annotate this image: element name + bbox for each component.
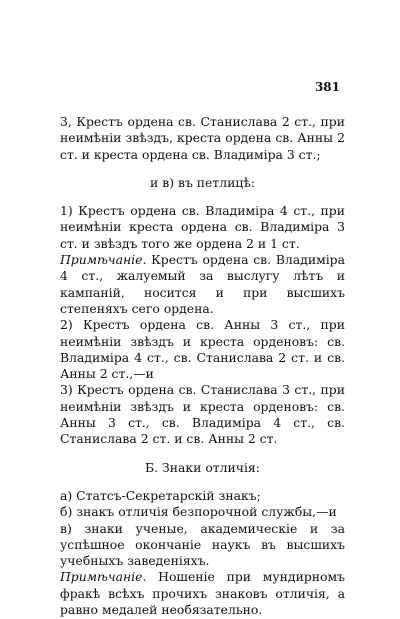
paragraph-3: 3, Крестъ ордена св. Станислава 2 ст., при неимѣніи звѣздъ, креста ордена св. Анны 2 ст. и креста ордена св. Владиміра 3 ст.; <box>60 114 345 162</box>
page-body <box>60 114 345 618</box>
note-1-label: Примѣчаніе. <box>60 252 147 268</box>
note-2-label: Примѣчаніе. <box>60 569 147 585</box>
note-1-text: Крестъ ордена св. Владиміра 4 ст., жалуемый за выслугу лѣтъ и кампаній, носится и при высшихъ степеняхъ сего ордена. <box>60 252 345 316</box>
item-b: б) знакъ отличія безпорочной службы,—и <box>60 504 337 520</box>
paragraph-v3: 3) Крестъ ордена св. Станислава 3 ст., при неимѣніи звѣздъ и креста орденовъ: св. Анны 3 ст., св. Владиміра 4 ст., св. Станислава 2 ст. и св. Анны 2 ст. <box>60 382 345 447</box>
note-2 <box>60 569 345 618</box>
paragraph-v2: 2) Крестъ ордена св. Анны 3 ст., при неимѣніи звѣздъ и креста орденовъ: св. Владиміра 4 ст., св. Станислава 2 ст. и св. Анны 2 ст.,—и <box>60 317 345 382</box>
subheading-v: и в) въ петлицѣ: <box>150 174 255 190</box>
page-number: 381 <box>314 80 340 94</box>
heading-b: Б. Знаки отличія: <box>145 459 260 475</box>
paragraph-v1: 1) Крестъ ордена св. Владиміра 4 ст., при неимѣніи креста ордена св. Владиміра 3 ст. и звѣздъ того же ордена 2 и 1 ст. <box>60 203 345 251</box>
note-1 <box>60 252 345 317</box>
note-2-text: Ношеніе при мундирномъ фракѣ всѣхъ прочихъ знаковъ отличія, а равно медалей необязательно. <box>60 569 345 618</box>
item-v: в) знаки ученые, академическіе и за успѣшное окончаніе наукъ въ высшихъ учебныхъ заведеніяхъ. <box>60 520 345 569</box>
item-a: а) Статсъ-Секретарскій знакъ; <box>60 487 261 503</box>
